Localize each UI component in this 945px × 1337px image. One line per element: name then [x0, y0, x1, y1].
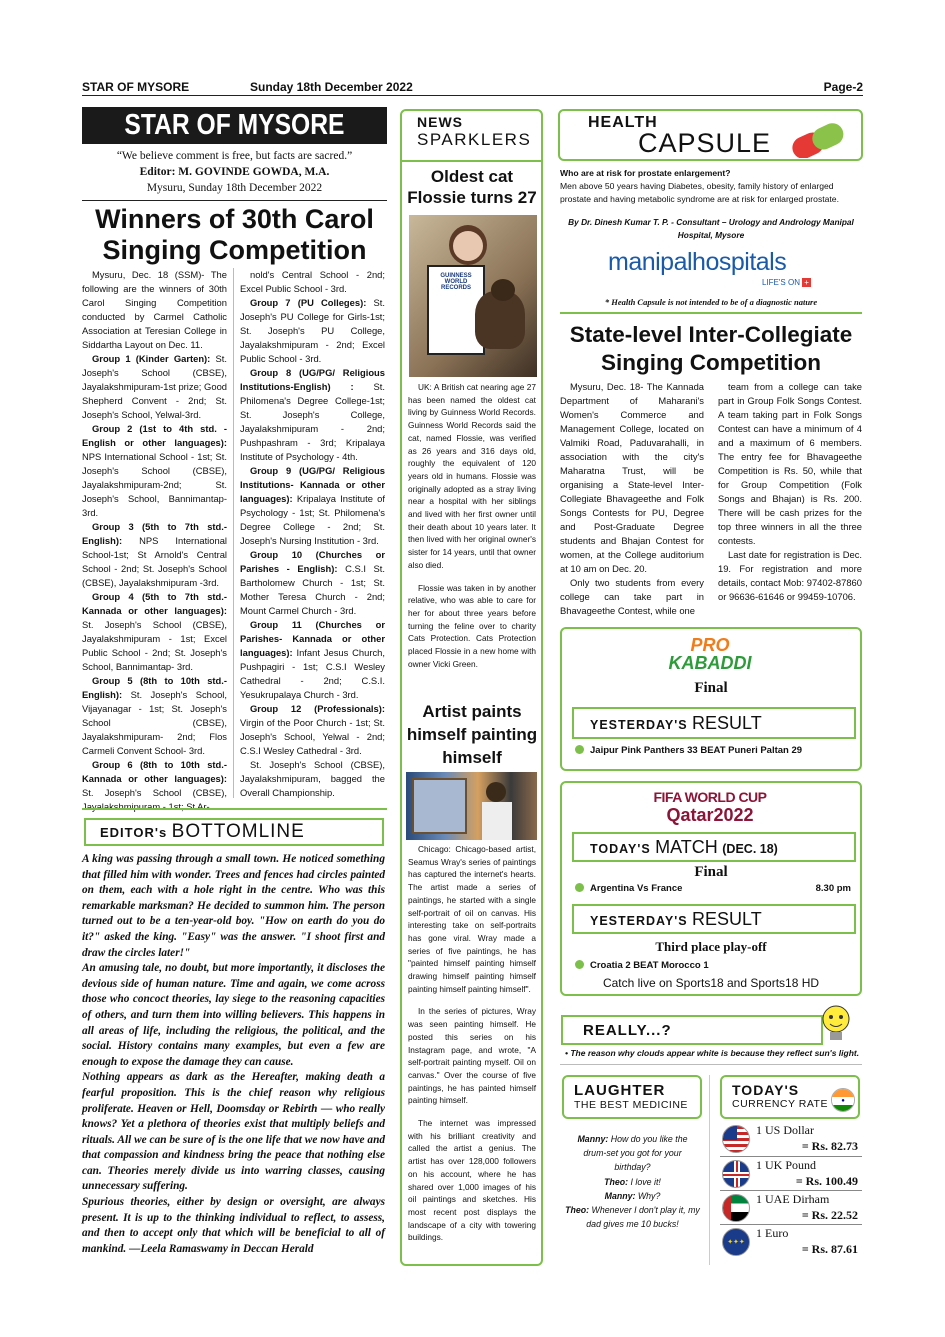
kabaddi-result-label: YESTERDAY'S RESULT: [572, 707, 856, 739]
fifa-logo: FIFA WORLD CUP Qatar2022: [653, 789, 767, 825]
paragraph: A king was passing through a small town. He noticed something that filled him with wonder. Trees and fences had circles painted on them, each with a hole right in the centre. Who was this remarkable marksman? He decided to summon him. The person turned out to be a ten-year-old boy. "How on earth do you do it?" asked the king. "Easy" was the answer. "I shoot first and draw the circles later!": [82, 853, 385, 959]
paragraph: Nothing appears as dark as the Hereafter, making death a fearful proposition. This is the chief reason why religious proliferate. Heaven or Hell, Doomsday or Rebirth — who really knows? Yet a plethora of theories exist that multiply beliefs and rituals. All we can be sure of is the one life that we now have and that compassion and kindness bring the peace that nothing else can. Theories merely divide us into warring classes, causing unnecessary suffering.: [82, 1071, 385, 1193]
carol-col-1: [82, 268, 227, 814]
issue-date: Sunday 18th December 2022: [250, 80, 413, 94]
health-author: By Dr. Dinesh Kumar T. P. - Consultant – Urology and Andrology Manipal Hospital, Mysore: [568, 217, 854, 240]
motto: “We believe comment is free, but facts are sacred.”: [116, 150, 353, 162]
india-flag-icon: ●: [831, 1088, 855, 1112]
paragraph: UK: A British cat nearing age 27 has been named the oldest cat living by Guinness World Records. Guinness World Records said the cat, named Flossie, was verified as 26 years and 316 days old, roughly the equivalent of 120 years old in humans. Flossie was originally adopted as a stray living near a hospital with her siblings and lived with her first owner until their death about 10 years later. It then lived with her original owner's sister for 14 years, until that owner also died.: [408, 382, 536, 570]
cat-headline: Oldest cat Flossie turns 27: [407, 167, 537, 207]
kabaddi-stage: Final: [694, 680, 728, 696]
capsule-icon: [782, 118, 862, 158]
cat-story: [408, 381, 536, 670]
uae-flag-icon: [722, 1194, 750, 1222]
state-headline: State-level Inter-Collegiate Singing Competition: [569, 322, 853, 375]
us-flag-icon: [722, 1125, 750, 1153]
fifa-match: Argentina Vs France 8.30 pm: [575, 883, 851, 894]
cat-photo: [409, 215, 537, 377]
fifa-result-label: YESTERDAY'S RESULT: [572, 904, 856, 934]
state-col-2: [718, 380, 862, 604]
currency-row: ✦✦✦ 1 Euro = Rs. 87.61: [720, 1224, 862, 1258]
kabaddi-logo: PRO KABADDI: [668, 635, 752, 673]
editorial-label: EDITOR's BOTTOMLINE: [84, 818, 384, 846]
health-label-b: CAPSULE: [638, 128, 772, 158]
paragraph: Group 4 (5th to 7th std.- Kannada or other languages): St. Joseph's School (CBSE), Jayalakshmipuram - 1st; Excel Public School - 2nd; St. Joseph's School, Bannimantap- 3rd.: [82, 591, 227, 672]
paragraph: Group 10 (Churches or Parishes - English): C.S.I St. Bartholomew Church - 1st; St. Mother Teresa Church - 2nd; Mount Carmel Church - 3rd.: [240, 549, 385, 616]
currency-label: TODAY'S CURRENCY RATE: [720, 1075, 860, 1119]
paragraph: Group 9 (UG/PG/ Religious Institutions- Kannada or other languages): Kripalaya Institute of Psychology - 1st; St. Philomena's Degree College - 2nd; St. Joseph's Nursing Institution - 3rd.: [240, 465, 385, 546]
laughter-joke: [565, 1132, 700, 1231]
fifa-match-label: TODAY'S MATCH (DEC. 18): [572, 832, 856, 862]
dateline: Mysuru, Sunday 18th December 2022: [146, 182, 323, 194]
page-header: [82, 78, 863, 96]
health-body: Who are at risk for prostate enlargement? Men above 50 years having Diabetes, obesity, family history of enlarged prostate and having metabolic syndrome are at risk for enlarged prostate.: [560, 168, 839, 204]
paragraph: In the series of pictures, Wray was seen painting himself. He posted this series on his Instagram page, and wrote, "A self-portrait painting myself. Oil on canvas." Over the course of five paintings, he has painted himself painting himself.: [408, 1006, 536, 1106]
editor-line: Editor: M. GOVINDE GOWDA, M.A.: [139, 166, 330, 178]
paragraph: nold's Central School - 2nd; Excel Public School - 3rd.: [240, 269, 385, 294]
really-label: REALLY...?: [561, 1015, 823, 1045]
paragraph: Group 7 (PU Colleges): St. Joseph's PU College for Girls-1st; St. Joseph's PU College, Jayalakshmipuram - 2nd; Excel Public School - 3rd.: [240, 297, 385, 364]
sparklers-label: NEWS SPARKLERS: [405, 112, 539, 158]
paragraph: Last date for registration is Dec. 19. For registration and more details, contact Mob: 97402-87860 or 96636-61646 or 99459-10706.: [718, 549, 862, 602]
paragraph: Chicago: Chicago-based artist, Seamus Wray's series of paintings has captured the internet's hearts. The artist made a series of paintings, he started with a single self-portrait of oil on canvas. His interesting take on self-portraits has gone viral. Wray made a series of five paintings, he has "painted himself painting himself drawing himself painting himself painting himself painting himself".: [408, 844, 536, 994]
health-label-a: HEALTH: [588, 114, 658, 131]
paragraph: St. Joseph's School (CBSE), Jayalakshmipuram, bagged the Overall Championship.: [240, 759, 385, 798]
currency-row: 1 UK Pound = Rs. 100.49: [720, 1156, 862, 1190]
fifa-stage-2: Third place play-off: [655, 939, 767, 954]
bulb-icon: [816, 1002, 856, 1046]
joke-line: Manny: How do you like the drum-set you got for your birthday?: [577, 1134, 688, 1173]
artist-photo: [406, 772, 537, 840]
artist-headline: Artist paints himself painting himself: [406, 702, 538, 767]
masthead-logo: STAR OF MYSORE: [82, 107, 387, 144]
manipal-logo: manipalhospitals: [608, 248, 787, 276]
currency-row: 1 UAE Dirham = Rs. 22.52: [720, 1190, 862, 1224]
paragraph: Group 12 (Professionals): Virgin of the Poor Church - 1st; St. Joseph's School, Yelwal - 2nd; C.S.I Wesley Cathedral - 3rd.: [240, 703, 385, 756]
fifa-result: Croatia 2 BEAT Morocco 1: [575, 960, 709, 971]
uk-flag-icon: [722, 1160, 750, 1188]
paragraph: Mysuru, Dec. 18- The Kannada Department of Maharani's Women's Commerce and Management College, located on Valmiki Road, Paduvarahalli, in association with the city's Maharatna Trust, will be organising a State-level Inter-Collegiate Bhavageethe and Folk Songs Contests for PU, Degree and Post-Graduate Degree students and Bhajan Contest for women, at the College auditorium at 10 am on Dec. 20.: [560, 381, 704, 574]
really-text: • The reason why clouds appear white is because they reflect sun's light.: [565, 1048, 860, 1058]
joke-line: Theo: I love it!: [604, 1176, 661, 1187]
editorial-body: [82, 852, 385, 1257]
paragraph: Group 2 (1st to 4th std. - English or other languages): NPS International School - 1st; St. Joseph's School (CBSE), Jayalakshmipuram-2nd; St. Joseph's School, Bannimantap-3rd.: [82, 423, 227, 518]
state-col-1: [560, 380, 704, 618]
paragraph: team from a college can take part in Group Folk Songs Contest. A team taking part in Folk Songs Contest can have a minimum of 4 and a maximum of 6 members. The entry fee for Bhavageethe Competition is Rs. 50, while that for Group Competition (Folk Songs and Bhajan) is Rs. 200. There will be cash prizes for the top three winners in all the three contests.: [718, 381, 862, 546]
paragraph: Group 1 (Kinder Garten): St. Joseph's School (CBSE), Jayalakshmipuram-1st prize; Good Shepherd Convent - 2nd; St. Joseph's School, Yelwal-3rd.: [82, 353, 227, 420]
carol-headline: Winners of 30th Carol Singing Competition: [95, 204, 374, 265]
health-note: * Health Capsule is not intended to be of a diagnostic nature: [604, 297, 818, 307]
eu-flag-icon: ✦✦✦: [722, 1228, 750, 1256]
joke-line: Manny: Why?: [604, 1190, 661, 1201]
fifa-stage-1: Final: [694, 864, 728, 880]
paper-name: STAR OF MYSORE: [82, 80, 190, 94]
joke-line: Theo: Whenever I don't play it, my dad gives me 10 bucks!: [565, 1205, 700, 1230]
paragraph: Spurious theories, either by design or oversight, are always present. It is up to the thinking individual to reflect, to assess, and then to accept only that which will be beneficial to all of mankind. —Leela Ramaswamy in Deccan Herald: [82, 1196, 385, 1255]
paragraph: Flossie was taken in by another relative, who was able to care for her for about three years before turning the feline over to charity Cats Protection. Cats Protection placed Flossie in a new home with owner Vicki Green.: [408, 582, 536, 669]
guinness-certificate: GUINNESS WORLD RECORDS: [427, 265, 485, 355]
paragraph: Group 5 (8th to 10th std.- English): St. Joseph's School, Vijayanagar - 1st; St. Joseph's School (CBSE), Jayalakshmipuram- 2nd; Flos Carmeli Convent School- 3rd.: [82, 675, 227, 756]
artist-story: [408, 843, 536, 1244]
fifa-live: Catch live on Sports18 and Sports18 HD: [602, 976, 820, 990]
masthead-info: [82, 148, 387, 196]
paragraph: An amusing tale, no doubt, but more importantly, it discloses the devious side of human nature. Time and again, we come across those who concoct theories, lay siege to the reasoning capacities of others, and turn them into willing believers. This happens in all areas of life, including the religious, the political, and the social. History contains many examples, but even a few are enough to expose the damage they can cause.: [82, 962, 385, 1068]
paragraph: Group 6 (8th to 10th std.- Kannada or other languages): St. Joseph's School (CBSE), Jayalakshmipuram - 1st; St Ar-: [82, 759, 227, 812]
paragraph: Mysuru, Dec. 18 (SSM)- The following are the winners of 30th Carol Singing Competition conducted by Carmel Catholic Association at Teresian College in Siddartha Layout on Dec. 11.: [82, 269, 227, 350]
currency-row: 1 US Dollar = Rs. 82.73: [720, 1122, 862, 1156]
paragraph: Group 3 (5th to 7th std.- English): NPS International School-1st; St Arnold's Central School - 2nd; St. Joseph's School (CBSE), Jayalakshmipuram -3rd.: [82, 521, 227, 588]
page-number: Page-2: [823, 80, 863, 94]
laughter-label: LAUGHTER THE BEST MEDICINE: [562, 1075, 702, 1119]
paragraph: Group 8 (UG/PG/ Religious Institutions-English) : St. Philomena's Degree College-1st; St. Joseph's College, Jayalakshmipuram - 2nd; Pushpashram - 3rd; Kripalaya Institute of Psychology - 4th.: [240, 367, 385, 462]
paragraph: Group 11 (Churches or Parishes- Kannada or other languages): Infant Jesus Church, Pushpagiri - 1st; C.S.I Wesley Cathedral - 2nd; C.S.I. Yesukrupalaya Church - 3rd.: [240, 619, 385, 700]
paragraph: The internet was impressed with his brilliant creativity and called the artist a genius. The artist has over 128,000 followers on his account, where he has shared over 1,000 images of his oil paintings and sketches. His most recent post displays the landscape of a city with towering buildings.: [408, 1118, 536, 1243]
kabaddi-result: Jaipur Pink Panthers 33 BEAT Puneri Paltan 29: [575, 745, 802, 756]
currency-list: [720, 1122, 862, 1258]
paragraph: Only two students from every college can take part in Bhavageethe Contest, while one: [560, 577, 704, 616]
manipal-tagline: LIFE'S ON +: [762, 278, 809, 287]
carol-col-2: [240, 268, 385, 800]
